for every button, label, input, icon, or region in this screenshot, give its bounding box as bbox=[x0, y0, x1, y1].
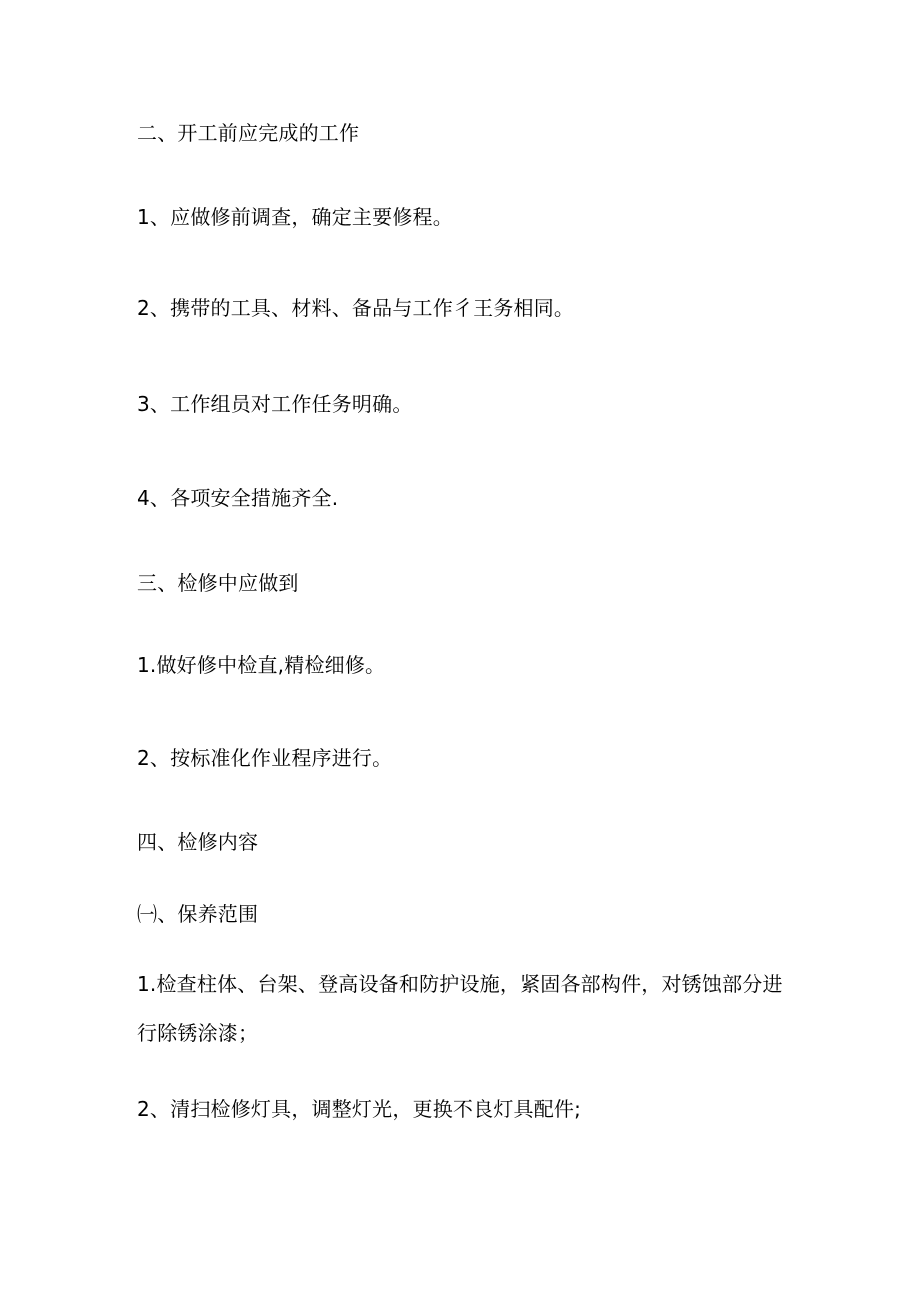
list-item-continuation: 行除锈涂漆； bbox=[137, 1021, 259, 1045]
list-item: 1.检查柱体、台架、登高设备和防护设施，紧固各部构件，对锈蚀部分进 bbox=[137, 972, 783, 996]
section-heading-pre-work: 二、开工前应完成的工作 bbox=[137, 121, 360, 145]
subsection-heading-maintenance-scope: ㈠、保养范围 bbox=[137, 902, 259, 926]
section-heading-maintenance-content: 四、检修内容 bbox=[137, 830, 259, 854]
list-item: 4、各项安全措施齐全. bbox=[137, 486, 339, 510]
list-item: 1、应做修前调查，确定主要修程。 bbox=[137, 205, 453, 229]
list-item: 3、工作组员对工作任务明确。 bbox=[137, 392, 413, 416]
list-item: 2、按标准化作业程序进行。 bbox=[137, 746, 393, 770]
section-heading-during-maintenance: 三、检修中应做到 bbox=[137, 571, 299, 595]
list-item: 2、清扫检修灯具，调整灯光，更换不良灯具配件; bbox=[137, 1097, 582, 1121]
list-item: 1.做好修中检直,精检细修。 bbox=[137, 653, 386, 677]
list-item: 2、携带的工具、材料、备品与工作彳王务相同。 bbox=[137, 296, 575, 320]
